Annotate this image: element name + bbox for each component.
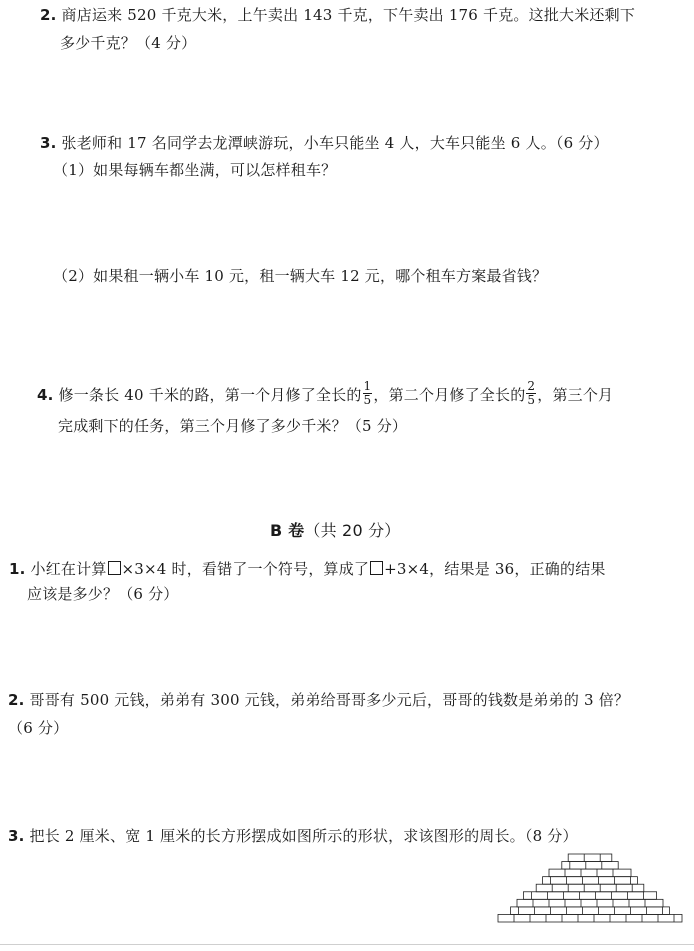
question-a4-line1 — [37, 380, 613, 410]
question-text: ，第二个月修了全长的 — [373, 386, 526, 404]
question-number: 3. — [40, 134, 57, 152]
section-b-title-rest: （共 20 分） — [304, 521, 401, 540]
rectangle-pyramid-figure — [497, 853, 683, 923]
question-text: +3×4，结果是 36，正确的结果 — [384, 560, 606, 578]
question-number: 1. — [9, 560, 26, 578]
question-a2-line2: 多少千克？（4 分） — [60, 34, 197, 52]
figure-row — [517, 899, 663, 907]
figure-row — [543, 877, 638, 885]
question-text: 哥哥有 500 元钱，弟弟有 300 元钱，弟弟给哥哥多少元后，哥哥的钱数是弟弟的 3 倍？ — [29, 691, 630, 709]
question-a3-line1 — [40, 134, 609, 153]
page-bottom-border — [0, 944, 694, 945]
figure-row — [523, 892, 656, 900]
section-b-title — [270, 521, 401, 540]
figure-row — [498, 914, 682, 922]
question-a3-sub2: （2）如果租一辆小车 10 元，租一辆大车 12 元，哪个租车方案最省钱？ — [53, 267, 548, 285]
figure-row — [568, 854, 612, 862]
question-number: 2. — [40, 6, 57, 24]
question-a2-line1 — [40, 6, 635, 25]
question-b2-line1 — [8, 691, 629, 710]
question-text: 小红在计算 — [30, 560, 107, 578]
figure-row — [549, 869, 631, 877]
fraction-one-fifth: $\frac{1}{5}$ — [363, 378, 372, 407]
question-b1-line2: 应该是多少？（6 分） — [27, 585, 179, 603]
question-a4-line2: 完成剩下的任务，第三个月修了多少千米？（5 分） — [58, 417, 408, 435]
question-text: ×3×4 时，看错了一个符号，算成了 — [121, 560, 370, 578]
blank-box-icon — [370, 561, 383, 575]
question-text: 商店运来 520 千克大米，上午卖出 143 千克，下午卖出 176 千克。这批大米还剩下 — [61, 6, 636, 24]
question-b2-line2: （6 分） — [8, 719, 69, 737]
question-b3-line1 — [8, 827, 578, 846]
question-b1-line1 — [9, 560, 606, 579]
question-a3-sub1: （1）如果每辆车都坐满，可以怎样租车？ — [53, 161, 337, 179]
question-text: 修一条长 40 千米的路，第一个月修了全长的 — [58, 386, 362, 404]
blank-box-icon — [108, 561, 121, 575]
question-text: ，第三个月 — [537, 386, 614, 404]
question-number: 4. — [37, 386, 54, 404]
section-b-title-bold: B 卷 — [270, 521, 305, 540]
question-number: 3. — [8, 827, 25, 845]
question-text: 张老师和 17 名同学去龙潭峡游玩，小车只能坐 4 人，大车只能坐 6 人。（6 分） — [61, 134, 609, 152]
fraction-two-fifths: $\frac{2}{5}$ — [527, 378, 536, 407]
question-number: 2. — [8, 691, 25, 709]
question-text: 把长 2 厘米、宽 1 厘米的长方形摆成如图所示的形状，求该图形的周长。（8 分） — [29, 827, 578, 845]
figure-row — [562, 862, 618, 870]
